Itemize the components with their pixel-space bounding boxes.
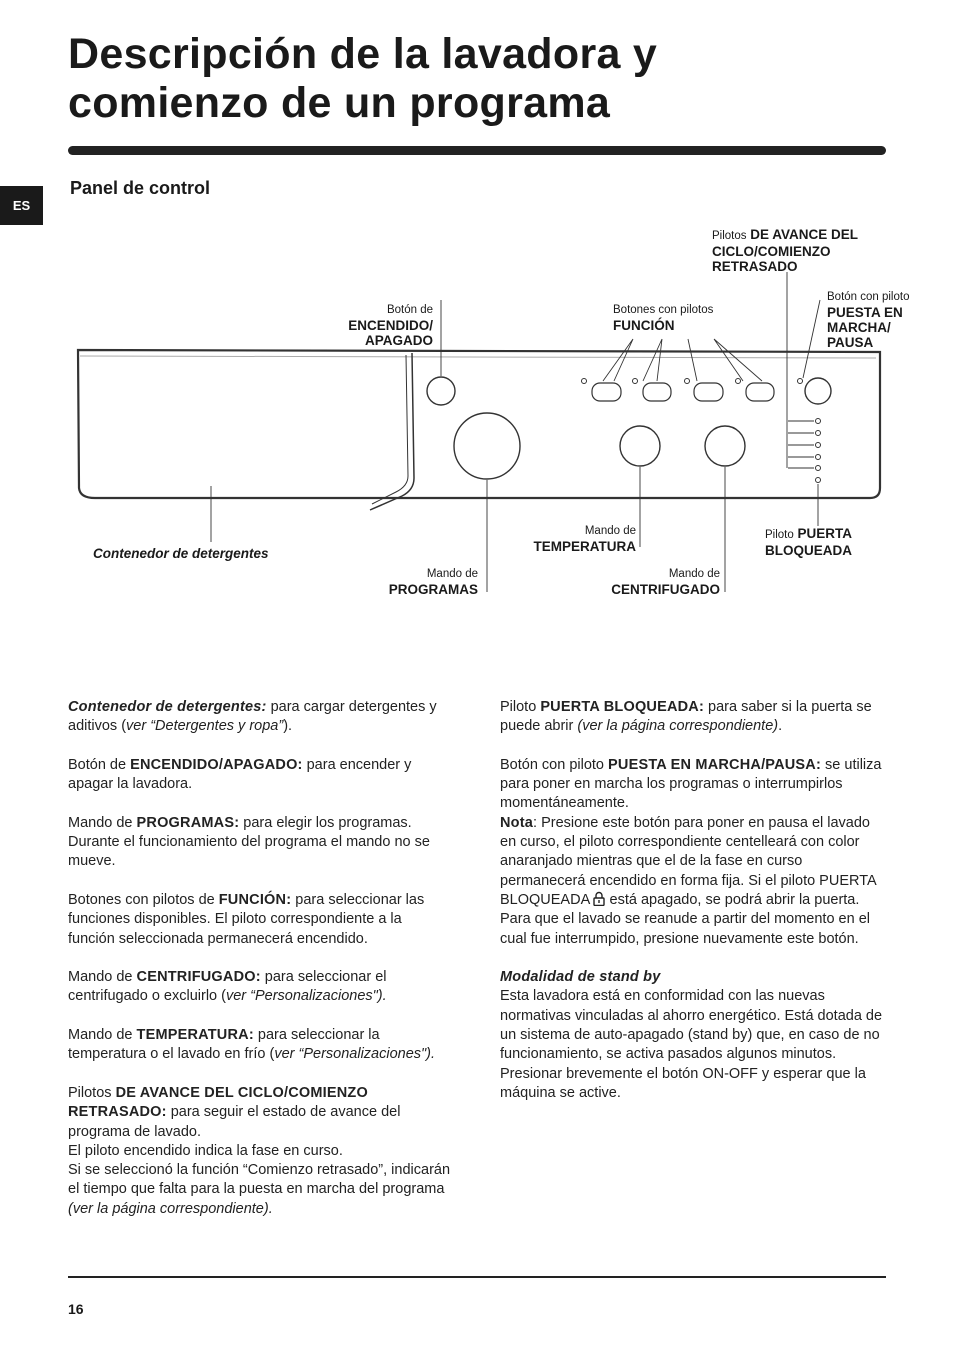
panel-top-bevel	[80, 356, 876, 358]
function-button-2	[643, 383, 671, 401]
language-tab: ES	[0, 186, 43, 225]
label-mando-temperatura: Mando de TEMPERATURA	[533, 525, 636, 554]
paragraph-programas: Mando de PROGRAMAS: para elegir los programas. Durante el funcionamiento del programa el mando no se mueve.	[68, 814, 430, 870]
spin-knob	[705, 426, 745, 466]
paragraph-pilotos-avance: Pilotos DE AVANCE DEL CICLO/COMIENZO RETRASADO: para seguir el estado de avance del programa de lavado. El piloto encendido indica la fase en curso. Si se seleccionó la función “Comienzo retrasado”, indicarán el tiempo que falta para la puesta en marcha del programa (ver la página correspondiente).	[68, 1084, 451, 1217]
title-line-2: comienzo de un programa	[68, 79, 611, 127]
label-boton-puesta-marcha: Botón con piloto PUESTA EN MARCHA/ PAUSA	[827, 291, 910, 350]
paragraph-centrifugado: Mando de CENTRIFUGADO: para seleccionar el centrifugado o excluirlo (ver “Personalizaciones").	[68, 969, 387, 1005]
section-title: Panel de control	[70, 178, 211, 198]
label-mando-centrifugado: Mando de CENTRIFUGADO	[611, 568, 720, 597]
temperature-knob	[620, 426, 660, 466]
left-column	[68, 698, 452, 1238]
footer-rule	[68, 1276, 886, 1278]
title-line-1: Descripción de la lavadora y	[68, 30, 658, 78]
label-piloto-puerta: Piloto PUERTA BLOQUEADA	[765, 526, 853, 558]
function-button-4	[746, 383, 774, 401]
panel-outline	[78, 350, 880, 498]
paragraph-temperatura: Mando de TEMPERATURA: para seleccionar la temperatura o el lavado en frío (ver “Personalizaciones").	[68, 1027, 436, 1063]
label-pilotos-avance: Pilotos DE AVANCE DEL CICLO/COMIENZO RETRASADO	[712, 227, 859, 274]
function-button-3	[694, 383, 723, 401]
page-number: 16	[68, 1301, 84, 1317]
power-button	[427, 377, 455, 405]
right-column	[500, 698, 890, 1123]
lock-icon	[593, 891, 605, 906]
program-knob	[454, 413, 520, 479]
label-botones-funcion: Botones con pilotos FUNCIÓN	[613, 304, 714, 333]
start-pause-button	[805, 378, 831, 404]
paragraph-encendido: Botón de ENCENDIDO/APAGADO: para encender y apagar la lavadora.	[68, 756, 412, 793]
label-contenedor: Contenedor de detergentes	[93, 546, 269, 561]
paragraph-nota: Nota: Presione este botón para poner en pausa el lavado en curso, el piloto correspondiente centelleará con color anaranjado mientras que el de la fase en curso permanecerá encendido en forma fija. Si el piloto PUERTA BLOQUEADA está apagado, se podrá abrir la puerta. Para que el lavado se reanude a partir del momento en el cual fue interrumpido, presione nuevamente este botón.	[500, 814, 876, 947]
paragraph-contenedor: Contenedor de detergentes: para cargar detergentes y aditivos (ver “Detergentes y ropa”).	[68, 699, 437, 735]
function-button-1	[592, 383, 621, 401]
paragraph-standby: Modalidad de stand by Esta lavadora está en conformidad con las nuevas normativas vinculadas al ahorro energético. Está dotada de un sistema de auto-apagado (stand by) que, en caso de no funcionamiento, se activa pasados algunos minutos. Presionar brevemente el botón ON-OFF y esperar que la máquina se active.	[500, 969, 883, 1101]
label-mando-programas: Mando de PROGRAMAS	[388, 568, 478, 597]
paragraph-puesta-marcha: Botón con piloto PUESTA EN MARCHA/PAUSA: se utiliza para poner en marcha los programas o interrumpirlos momentáneamente.	[500, 756, 882, 812]
paragraph-funcion: Botones con pilotos de FUNCIÓN: para seleccionar las funciones disponibles. El piloto correspondiente a la función seleccionada permanecerá encendido.	[68, 891, 425, 947]
paragraph-puerta-bloqueada: Piloto PUERTA BLOQUEADA: para saber si la puerta se puede abrir (ver la página correspondiente).	[500, 699, 872, 735]
label-boton-encendido: Botón de ENCENDIDO/ APAGADO	[348, 304, 433, 348]
